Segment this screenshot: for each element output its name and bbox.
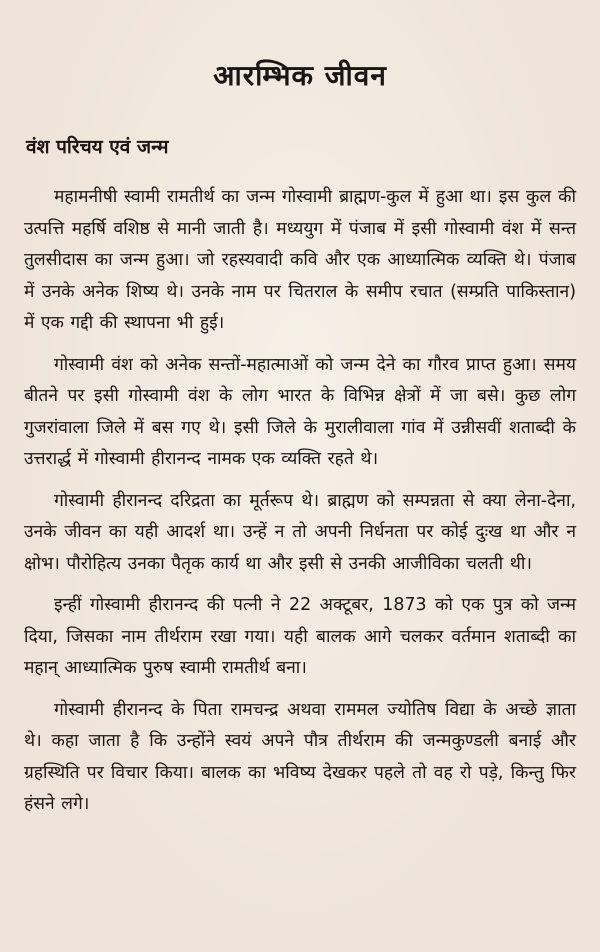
- section-heading: वंश परिचय एवं जन्म: [26, 136, 169, 158]
- paragraph-4: इन्हीं गोस्वामी हीरानन्द की पत्नी ने 22 अक्टूबर, 1873 को एक पुत्र को जन्म दिया, जिसका नाम तीर्थराम रखा गया। यही बालक आगे चलकर वर्तमान शताब्दी का महान् आध्यात्मिक पुरुष स्वामी रामतीर्थ बना।: [24, 595, 576, 678]
- chapter-title: आरम्भिक जीवन: [213, 59, 387, 92]
- paragraph-3: गोस्वामी हीरानन्द दरिद्रता का मूर्तरूप थे। ब्राह्मण को सम्पन्नता से क्या लेना-देना, उनके जीवन का यही आदर्श था। उन्हें न तो अपनी निर्धनता पर कोई दुःख था और न क्षोभ। पौरोहित्य उनका पैतृक कार्य था और इसी से उनकी आजीविका चलती थी।: [24, 490, 576, 574]
- paragraph-2: गोस्वामी वंश को अनेक सन्तों-महात्माओं को जन्म देने का गौरव प्राप्त हुआ। समय बीतने पर इसी गोस्वामी वंश के लोग भारत के विभिन्न क्षेत्रों में जा बसे। कुछ लोग गुजरांवाला जिले में बस गए थे। इसी जिले के मुरालीवाला गांव में उन्नीसवीं शताब्दी के उत्तरार्द्ध में गोस्वामी हीरानन्द नामक एक व्यक्ति रहते थे।: [24, 354, 576, 469]
- paragraph-1: महामनीषी स्वामी रामतीर्थ का जन्म गोस्वामी ब्राह्मण-कुल में हुआ था। इस कुल की उत्पत्ति महर्षि वशिष्ठ से मानी जाती है। मध्ययुग में पंजाब में इसी गोस्वामी वंश में सन्त तुलसीदास का जन्म हुआ। जो रहस्यवादी कवि और एक आध्यात्मिक व्यक्ति थे। पंजाब में उनके अनेक शिष्य थे। उनके नाम पर चितराल के समीप रचात (सम्प्रति पाकिस्तान) में एक गद्दी की स्थापना भी हुई।: [24, 187, 576, 333]
- paragraph-5: गोस्वामी हीरानन्द के पिता रामचन्द्र अथवा राममल ज्योतिष विद्या के अच्छे ज्ञाता थे। कहा जाता है कि उन्होंने स्वयं अपने पौत्र तीर्थराम की जन्मकुण्डली बनाई और ग्रहस्थिति पर विचार किया। बालक का भविष्य देखकर पहले तो वह रो पड़े, किन्तु फिर हंसने लगे।: [24, 699, 576, 814]
